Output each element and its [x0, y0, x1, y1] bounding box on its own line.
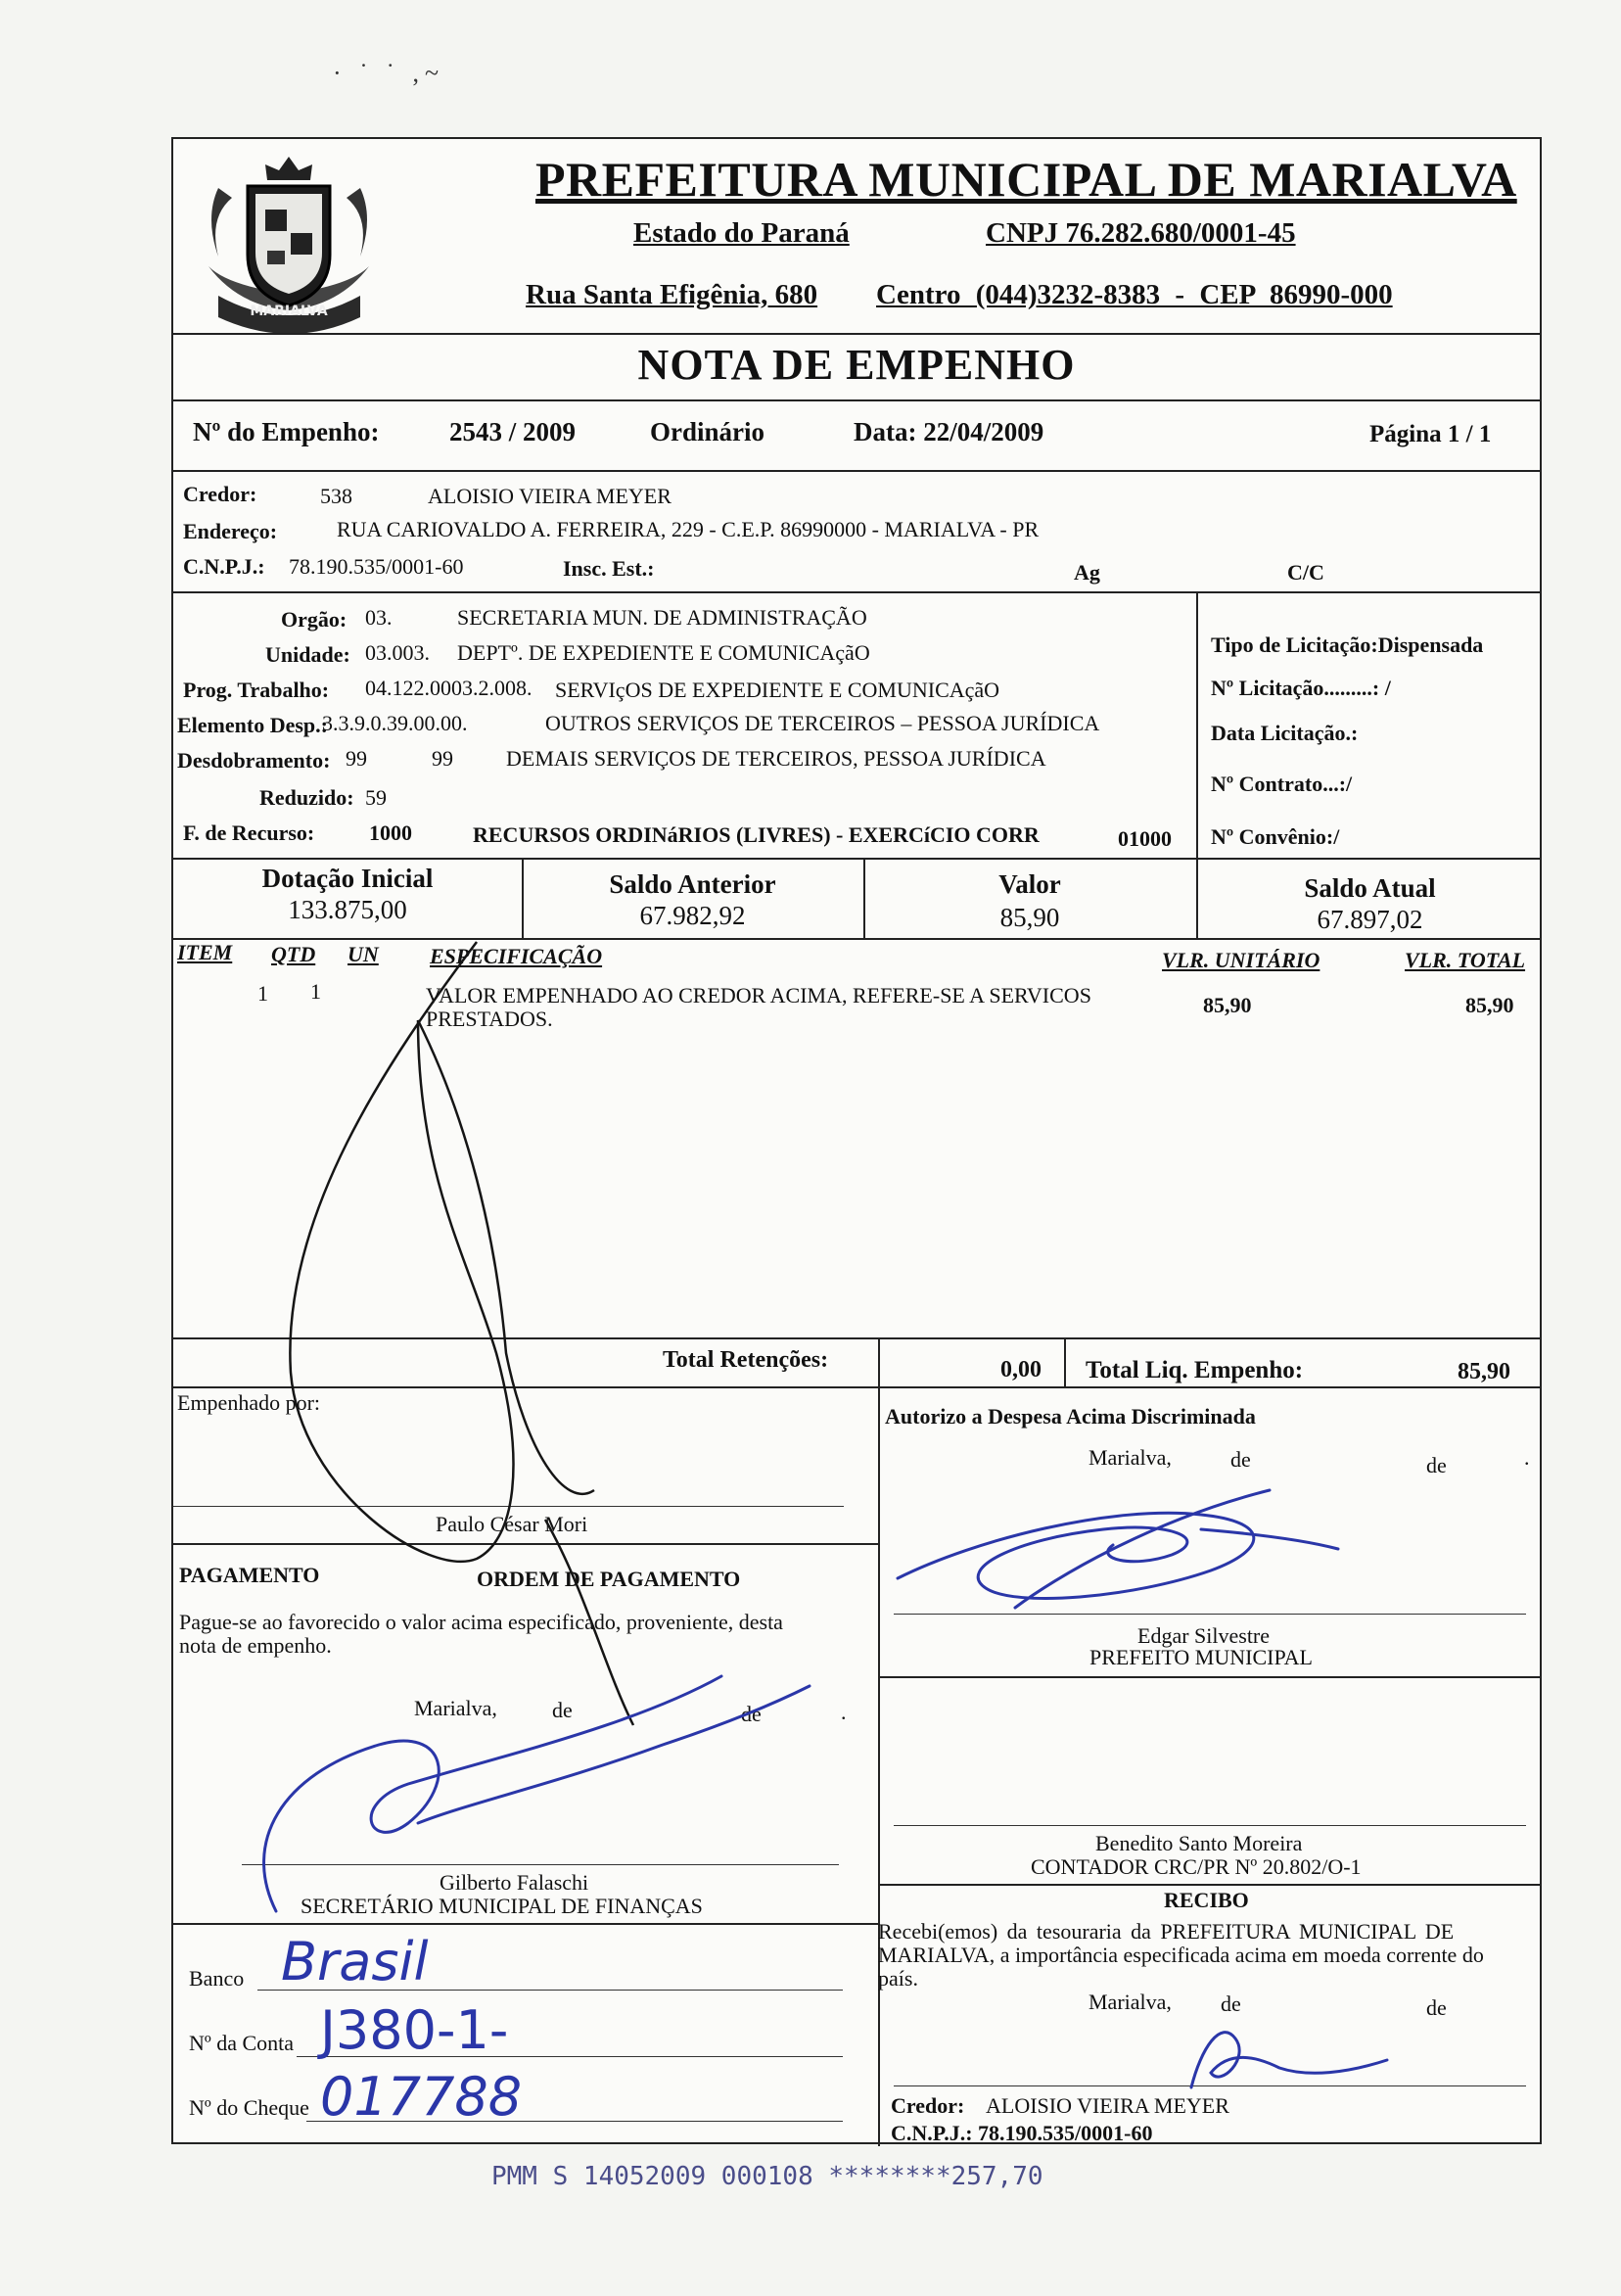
empenho-date: Data: 22/04/2009: [854, 417, 1044, 446]
pagamento-label: PAGAMENTO: [179, 1563, 320, 1587]
elemento-label: Elemento Desp.:: [177, 713, 328, 737]
desdob-code-2: 99: [432, 746, 453, 771]
dotacao-label: Dotação Inicial: [261, 864, 434, 893]
unidade-name: DEPTº. DE EXPEDIENTE E COMUNICAçãO: [457, 640, 870, 665]
saldo-anterior-label: Saldo Anterior: [609, 869, 776, 899]
dotacao-value: 133.875,00: [288, 895, 407, 924]
banco-handwritten: Brasil: [281, 1931, 429, 1992]
saldo-atual-value: 67.897,02: [1317, 905, 1423, 934]
col-total: VLR. TOTAL: [1405, 948, 1526, 972]
endereco-value: RUA CARIOVALDO A. FERREIRA, 229 - C.E.P. 86990000 - MARIALVA - PR: [337, 517, 1040, 541]
pagamento-de2: de: [741, 1702, 762, 1726]
numero-licitacao: Nº Licitação.........: /: [1211, 676, 1391, 700]
recurso-code-2: 01000: [1118, 826, 1172, 851]
empenho-type: Ordinário: [650, 417, 765, 446]
insc-label: Insc. Est.:: [563, 556, 655, 581]
prog-code: 04.122.0003.2.008.: [365, 676, 533, 700]
empenhado-por-label: Empenhado por:: [177, 1390, 321, 1415]
prefeito-title: PREFEITO MUNICIPAL: [1089, 1645, 1313, 1669]
cheque-label: Nº do Cheque: [189, 2095, 309, 2120]
retencoes-label: Total Retenções:: [663, 1347, 829, 1373]
recibo-de1: de: [1221, 1991, 1241, 2016]
header-state: Estado do Paraná: [633, 217, 850, 249]
col-qtd: QTD: [271, 942, 316, 966]
unidade-label: Unidade:: [265, 642, 350, 667]
prefeito-name: Edgar Silvestre: [1137, 1623, 1271, 1648]
header-cnpj: CNPJ 76.282.680/0001-45: [986, 217, 1296, 249]
recibo-line2: MARIALVA, a importância especificada acima em moeda corrente do: [878, 1943, 1484, 1967]
item-spec-line2: PRESTADOS.: [426, 1007, 553, 1031]
col-un: UN: [347, 942, 379, 966]
reduzido-value: 59: [365, 785, 387, 810]
desdob-name: DEMAIS SERVIÇOS DE TERCEIROS, PESSOA JURÍDICA: [506, 746, 1046, 771]
autorizo-de1: de: [1230, 1447, 1251, 1472]
scan-specks: · ˙ ˙ ,~: [333, 59, 445, 87]
pagamento-dot: .: [841, 1700, 847, 1724]
retencoes-value: 0,00: [1000, 1357, 1042, 1382]
recurso-name: RECURSOS ORDINáRIOS (LIVRES) - EXERCíCIO CORR: [473, 822, 1040, 847]
ag-label: Ag: [1074, 560, 1100, 585]
nota-de-empenho-form: [171, 137, 1542, 2144]
header-address: Centro (044)3232-8383 - CEP 86990-000: [876, 279, 1393, 310]
credor-signature: [1191, 2033, 1387, 2087]
conta-label: Nº da Conta: [189, 2031, 295, 2055]
secretario-name: Gilberto Falaschi: [440, 1870, 589, 1895]
liquido-label: Total Liq. Empenho:: [1086, 1357, 1304, 1383]
desdob-code-1: 99: [346, 746, 367, 771]
credor-name: ALOISIO VIEIRA MEYER: [428, 484, 672, 508]
conta-handwritten: J380-1-: [320, 1999, 509, 2061]
prog-label: Prog. Trabalho:: [183, 678, 330, 702]
recibo-cnpj: C.N.P.J.: 78.190.535/0001-60: [891, 2121, 1153, 2145]
autorizo-dot: .: [1524, 1445, 1530, 1470]
credor-label: Credor:: [183, 482, 257, 506]
empenho-number: 2543 / 2009: [449, 417, 577, 446]
banco-label: Banco: [189, 1966, 245, 1991]
credor-code: 538: [320, 484, 352, 508]
cnpj-value: 78.190.535/0001-60: [289, 554, 464, 579]
reduzido-label: Reduzido:: [259, 785, 354, 810]
recibo-city: Marialva,: [1088, 1990, 1172, 2014]
recibo-line3: país.: [878, 1966, 918, 1991]
header-street: Rua Santa Efigênia, 680: [526, 279, 818, 310]
recibo-credor-name: ALOISIO VIEIRA MEYER: [986, 2093, 1229, 2118]
black-pen-loop-lower: [418, 1020, 594, 1494]
endereco-label: Endereço:: [183, 519, 278, 543]
footer-code: PMM S 14052009 000108 ********257,70: [491, 2162, 1043, 2191]
desdob-label: Desdobramento:: [177, 748, 331, 773]
empenhado-por-name: Paulo César Mori: [436, 1512, 588, 1536]
unidade-code: 03.003.: [365, 640, 430, 665]
recibo-de2: de: [1426, 1995, 1447, 2020]
pagamento-de1: de: [552, 1698, 573, 1722]
item-unit-value: 85,90: [1203, 993, 1252, 1017]
data-licitacao: Data Licitação.:: [1211, 721, 1359, 745]
orgao-code: 03.: [365, 605, 393, 630]
col-unit: VLR. UNITÁRIO: [1162, 948, 1320, 972]
liquido-value: 85,90: [1458, 1359, 1510, 1384]
elemento-name: OUTROS SERVIÇOS DE TERCEIROS – PESSOA JURÍDICA: [545, 711, 1100, 735]
black-pen-loop-upper: [290, 942, 513, 1562]
page-number: Página 1 / 1: [1369, 421, 1492, 447]
autorizo-de2: de: [1426, 1453, 1447, 1477]
recurso-label: F. de Recurso:: [183, 820, 315, 845]
item-spec-line1: VALOR EMPENHADO AO CREDOR ACIMA, REFERE-SE A SERVICOS: [426, 983, 1091, 1007]
recibo-title: RECIBO: [1164, 1888, 1249, 1912]
orgao-label: Orgão:: [281, 607, 347, 632]
empenho-number-label: Nº do Empenho:: [193, 417, 380, 446]
item-qtd: 1: [310, 979, 321, 1004]
prog-name: SERVIçOS DE EXPEDIENTE E COMUNICAçãO: [555, 678, 1000, 702]
col-spec: ESPECIFICAÇÃO: [430, 944, 603, 968]
pague-se-line1: Pague-se ao favorecido o valor acima especificado, proveniente, desta: [179, 1610, 783, 1634]
header-title: PREFEITURA MUNICIPAL DE MARIALVA: [535, 152, 1517, 207]
cc-label: C/C: [1287, 560, 1324, 585]
valor-value: 85,90: [999, 903, 1060, 932]
col-item: ITEM: [177, 940, 233, 964]
cheque-handwritten: 017788: [320, 2066, 523, 2128]
elemento-code: 3.3.9.0.39.00.00.: [322, 711, 468, 735]
numero-convenio: Nº Convênio:/: [1211, 824, 1340, 849]
prefeito-signature: [898, 1490, 1338, 1608]
document-title: NOTA DE EMPENHO: [637, 341, 1076, 389]
secretario-title: SECRETÁRIO MUNICIPAL DE FINANÇAS: [301, 1894, 703, 1918]
pague-se-line2: nota de empenho.: [179, 1633, 332, 1658]
saldo-atual-label: Saldo Atual: [1304, 873, 1436, 903]
ordem-pagamento-label: ORDEM DE PAGAMENTO: [477, 1567, 741, 1591]
orgao-name: SECRETARIA MUN. DE ADMINISTRAÇÃO: [457, 605, 867, 630]
saldo-anterior-value: 67.982,92: [639, 901, 746, 930]
cnpj-label: C.N.P.J.:: [183, 554, 265, 579]
recibo-credor-label: Credor:: [891, 2093, 965, 2118]
recurso-code: 1000: [369, 820, 412, 845]
municipal-crest-icon: [199, 149, 380, 345]
item-number: 1: [257, 981, 268, 1006]
contador-name: Benedito Santo Moreira: [1095, 1831, 1303, 1855]
crest-text: MARIALVA: [250, 304, 328, 319]
tipo-licitacao: Tipo de Licitação:Dispensada: [1211, 633, 1484, 657]
valor-label: Valor: [998, 869, 1061, 899]
autorizo-city: Marialva,: [1088, 1445, 1172, 1470]
autorizo-label: Autorizo a Despesa Acima Discriminada: [885, 1404, 1256, 1429]
item-total-value: 85,90: [1465, 993, 1514, 1017]
pagamento-city: Marialva,: [414, 1696, 497, 1720]
contador-title: CONTADOR CRC/PR Nº 20.802/O-1: [1031, 1854, 1362, 1879]
numero-contrato: Nº Contrato...:/: [1211, 772, 1353, 796]
recibo-line1: Recebi(emos) da tesouraria da PREFEITURA MUNICIPAL DE: [878, 1919, 1455, 1944]
